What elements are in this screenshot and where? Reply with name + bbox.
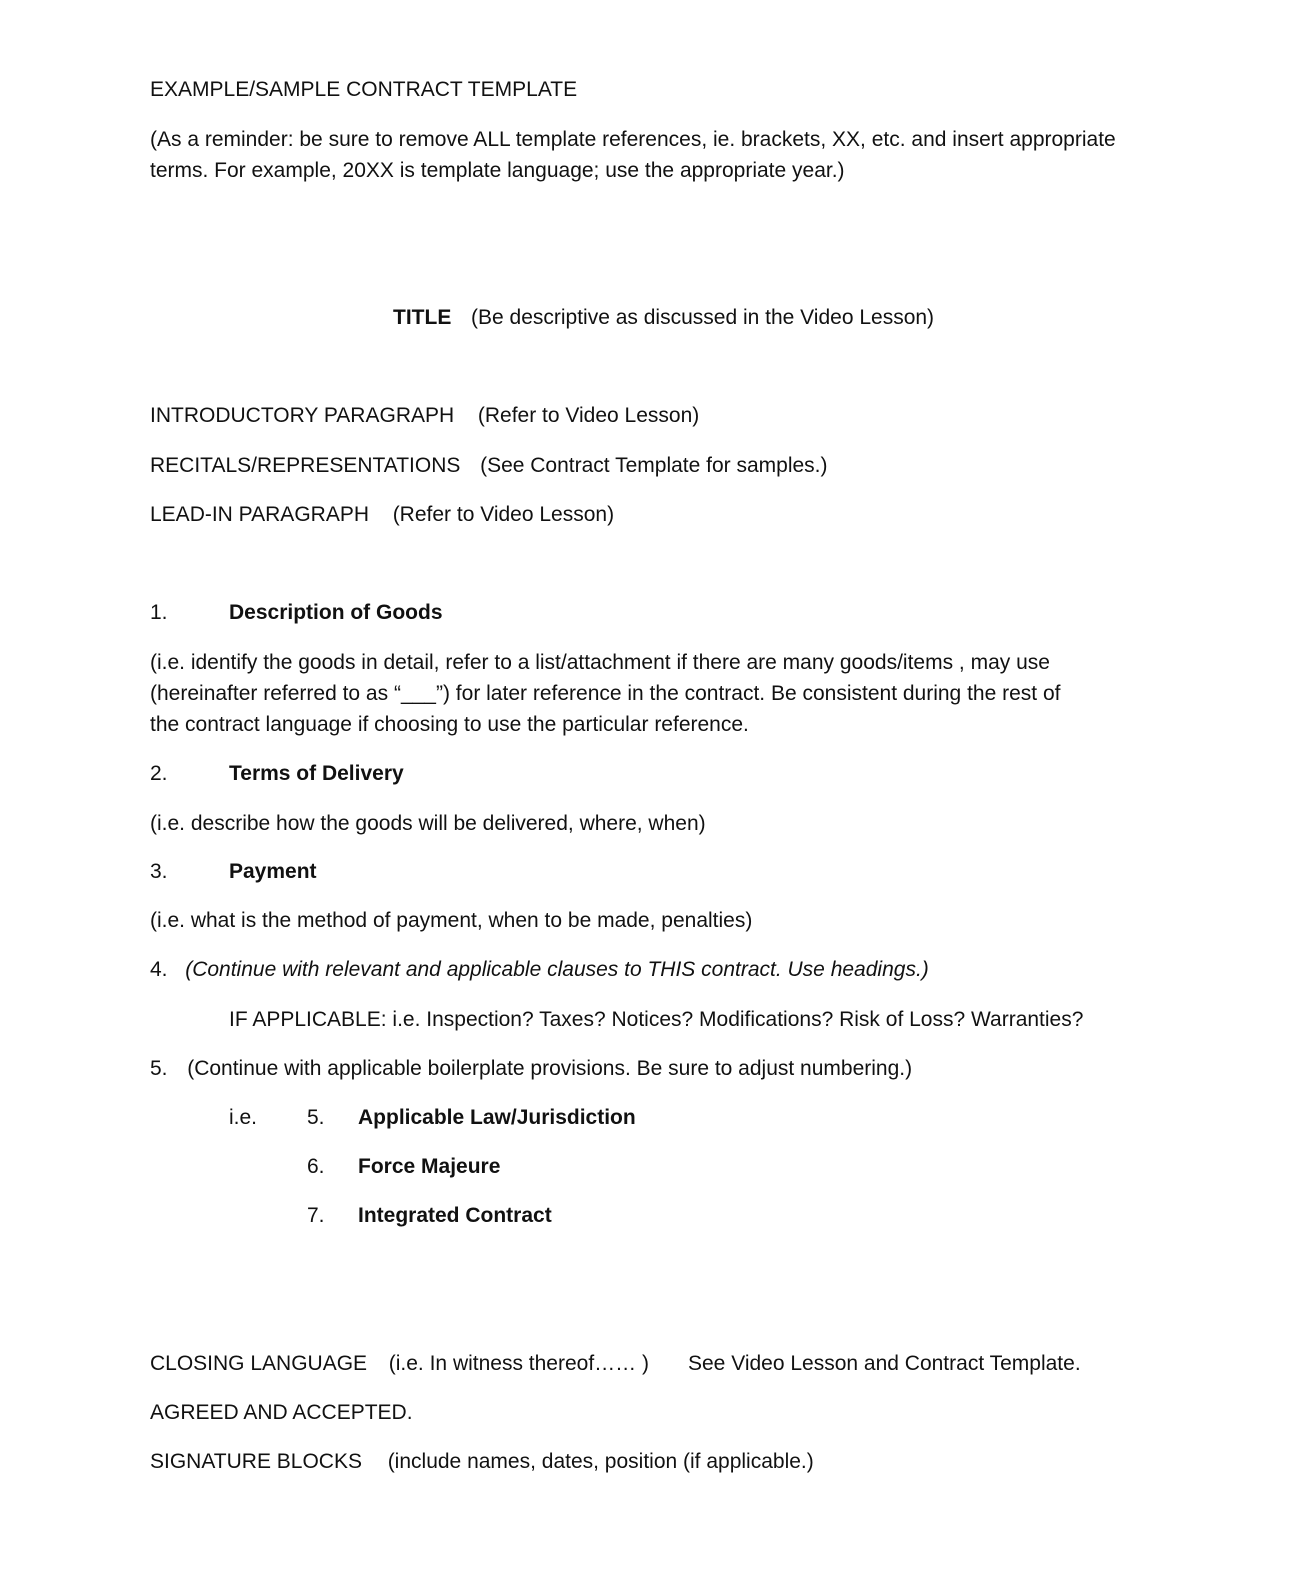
leadin-label: LEAD-IN PARAGRAPH xyxy=(150,503,369,526)
closing-language-line xyxy=(150,1348,649,1379)
item-5-line xyxy=(150,1053,912,1084)
title-label: TITLE xyxy=(393,306,452,329)
leadin-note: (Refer to Video Lesson) xyxy=(392,503,615,526)
section-1-body-line-1: (i.e. identify the goods in detail, refer to a list/attachment if there are many goods/items , may use xyxy=(150,651,1050,674)
recitals-label: RECITALS/REPRESENTATIONS xyxy=(150,454,461,477)
document-heading: EXAMPLE/SAMPLE CONTRACT TEMPLATE xyxy=(150,78,578,101)
section-2-number: 2. xyxy=(150,762,168,785)
provision-7-label: Integrated Contract xyxy=(358,1204,552,1227)
provision-5-label: Applicable Law/Jurisdiction xyxy=(358,1106,636,1129)
leadin-line xyxy=(150,499,614,530)
recitals-line xyxy=(150,450,828,481)
section-3-heading: Payment xyxy=(229,860,317,883)
signature-note: (include names, dates, position (if applicable.) xyxy=(387,1450,814,1473)
section-2-body: (i.e. describe how the goods will be delivered, where, when) xyxy=(150,812,706,835)
provision-5-number: 5. xyxy=(307,1106,325,1129)
section-1-heading: Description of Goods xyxy=(229,601,443,624)
section-2-heading: Terms of Delivery xyxy=(229,762,404,785)
signature-blocks-line xyxy=(150,1446,814,1477)
item-4-text: (Continue with relevant and applicable clauses to THIS contract. Use headings.) xyxy=(185,958,929,981)
introductory-note: (Refer to Video Lesson) xyxy=(477,404,700,427)
if-applicable-line: IF APPLICABLE: i.e. Inspection? Taxes? Notices? Modifications? Risk of Loss? Warranties? xyxy=(229,1008,1084,1031)
provision-6-number: 6. xyxy=(307,1155,325,1178)
item-5-number: 5. xyxy=(150,1057,168,1080)
section-3-number: 3. xyxy=(150,860,168,883)
closing-example: (i.e. In witness thereof…… ) xyxy=(388,1352,650,1375)
section-1-body-line-2: (hereinafter referred to as “___”) for later reference in the contract. Be consistent during the rest of xyxy=(150,682,1061,705)
item-4-number: 4. xyxy=(150,958,168,981)
item-4-line xyxy=(150,954,929,985)
provision-7-number: 7. xyxy=(307,1204,325,1227)
introductory-paragraph-line xyxy=(150,400,699,431)
item-5-text: (Continue with applicable boilerplate provisions. Be sure to adjust numbering.) xyxy=(187,1057,913,1080)
section-3-body: (i.e. what is the method of payment, when to be made, penalties) xyxy=(150,909,753,932)
section-1-body-line-3: the contract language if choosing to use the particular reference. xyxy=(150,713,749,736)
closing-label: CLOSING LANGUAGE xyxy=(150,1352,368,1375)
closing-see: See Video Lesson and Contract Template. xyxy=(688,1352,1081,1375)
provision-6-label: Force Majeure xyxy=(358,1155,501,1178)
agreed-and-accepted: AGREED AND ACCEPTED. xyxy=(150,1401,413,1424)
title-note: (Be descriptive as discussed in the Video Lesson) xyxy=(471,306,935,329)
reminder-line-2: terms. For example, 20XX is template language; use the appropriate year.) xyxy=(150,159,845,182)
provisions-ie-label: i.e. xyxy=(229,1106,258,1129)
reminder-line-1: (As a reminder: be sure to remove ALL template references, ie. brackets, XX, etc. and insert appropriate xyxy=(150,128,1116,151)
signature-label: SIGNATURE BLOCKS xyxy=(150,1450,362,1473)
section-1-number: 1. xyxy=(150,601,168,624)
recitals-note: (See Contract Template for samples.) xyxy=(480,454,828,477)
title-line xyxy=(393,302,934,333)
introductory-label: INTRODUCTORY PARAGRAPH xyxy=(150,404,455,427)
